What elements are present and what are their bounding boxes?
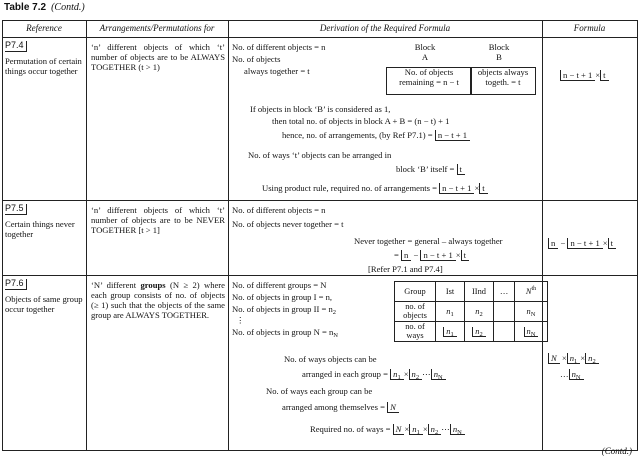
factorial-box: t	[608, 238, 616, 249]
block-b-box: objects always togeth. = t	[470, 67, 536, 95]
block-a-box: No. of objects remaining = n − t	[386, 67, 472, 95]
ref-id-p74: P7.4	[5, 41, 27, 52]
factorial-box: n − t + 1	[567, 238, 602, 249]
group-table-cell: $n_2$	[465, 322, 494, 342]
ref-id-p75: P7.5	[5, 204, 27, 215]
group-table-cell: $n_2$	[465, 302, 494, 322]
p74-line-4: If objects in block ‘B’ is considered as 1,	[250, 104, 391, 114]
p76-line-7: No. of ways each group can be	[266, 386, 373, 396]
header-formula: Formula	[573, 23, 606, 33]
factorial-box: n − t + 1	[435, 130, 470, 141]
ref-title-p74: Permutation of certain things occur together	[5, 56, 82, 77]
group-table-header: …	[494, 282, 515, 302]
p75-line-2: No. of objects never together = t	[232, 219, 344, 229]
p76-line-9: Required no. of ways = $N \times n_1 \times n_2$ ⋯ $n_N$	[310, 424, 465, 434]
col-rule-0	[2, 20, 3, 450]
group-table-cell: $n_N$	[515, 302, 548, 322]
factorial-box: n	[548, 238, 558, 249]
factorial-box: t	[479, 183, 487, 194]
col-rule-4	[637, 20, 638, 450]
block-a-header: Block A	[414, 42, 436, 63]
p75-line-1: No. of different objects = n	[232, 205, 326, 215]
factorial-box: n − t + 1	[439, 183, 474, 194]
group-table-header: Group	[395, 282, 436, 302]
group-table-cell: $n_1$	[436, 302, 465, 322]
group-table-cell: no. of ways	[395, 322, 436, 342]
formula-p75: n − n − t + 1 × t	[548, 238, 616, 248]
p76-line-1: No. of different groups = N	[232, 280, 327, 290]
group-table-cell: $n_1$	[436, 322, 465, 342]
group-table	[394, 281, 548, 342]
factorial-box: n	[401, 250, 411, 261]
p76-line-6: arranged in each group = $n_1 \times n_2$ ⋯ $n_N$	[302, 369, 446, 379]
factorial-box: N	[387, 402, 399, 413]
p74-line-3: always together = t	[244, 66, 310, 76]
p75-line-4: = n − n − t + 1 × t	[394, 250, 469, 260]
p76-line-3: No. of objects in group II = $n_2$	[232, 304, 337, 316]
arrangement-p76: ‘N’ different groups (N ≥ 2) where each group consists of no. of objects (≥ 1) such that the objects of the same group are ALWAYS TOGETHER.	[91, 280, 225, 321]
group-table-cell: no. of objects	[395, 302, 436, 322]
factorial-box: n − t + 1	[560, 70, 595, 81]
group-table-header: $N^{th}$	[515, 282, 548, 302]
group-table-cell	[494, 302, 515, 322]
p75-line-3: Never together = general – always together	[354, 236, 503, 246]
header-arrangements: Arrangements/Permutations for	[99, 23, 215, 33]
col-rule-1	[86, 20, 87, 450]
p76-line-8: arranged among themselves = N	[282, 402, 399, 412]
p75-line-5: [Refer P7.1 and P7.4]	[368, 264, 443, 274]
p74-line-9: Using product rule, required no. of arrangements = n − t + 1 × t	[262, 183, 488, 193]
group-table-cell: $n_N$	[515, 322, 548, 342]
p74-line-6: hence, no. of arrangements, (by Ref P7.1) = n − t + 1	[282, 130, 470, 140]
group-table-cell	[494, 322, 515, 342]
p74-line-5: then total no. of objects in block A + B = (n − t) + 1	[272, 116, 450, 126]
arrangement-p75: ‘n’ different objects of which ‘t’ number of objects are to be NEVER TOGETHER [t > 1]	[91, 205, 225, 236]
p74-line-8: block ‘B’ itself = t	[396, 164, 465, 174]
group-table-header: IInd	[465, 282, 494, 302]
table-caption: Table 7.2 (Contd.)	[4, 2, 85, 13]
factorial-box: t	[600, 70, 608, 81]
group-table-header: Ist	[436, 282, 465, 302]
factorial-box: t	[457, 164, 465, 175]
p76-line-2: No. of objects in group I = n,	[232, 292, 333, 302]
arrangement-p74: ‘n’ different objects of which ‘t’ number of objects are to be ALWAYS TOGETHER (t > 1)	[91, 42, 225, 73]
header-derivation: Derivation of the Required Formula	[319, 23, 451, 33]
formula-p76: $N \times n_1 \times n_2$ … $n_N$	[548, 350, 599, 383]
p74-line-7: No. of ways ‘t’ objects can be arranged in	[248, 150, 392, 160]
factorial-box: n − t + 1	[420, 250, 455, 261]
block-b-header: Block B	[488, 42, 510, 63]
formula-p74: n − t + 1 × t	[560, 70, 609, 80]
ref-title-p76: Objects of same group occur together	[5, 294, 83, 315]
col-rule-3	[542, 20, 543, 450]
footer-contd: (Contd.)	[601, 446, 632, 456]
col-rule-2	[228, 20, 229, 450]
p76-dots: ⋮	[236, 315, 245, 325]
ref-id-p76: P7.6	[5, 279, 27, 290]
p74-line-1: No. of different objects = n	[232, 42, 326, 52]
ref-title-p75: Certain things never together	[5, 219, 75, 240]
header-reference: Reference	[26, 23, 62, 33]
rule-bottom	[2, 450, 638, 451]
p76-line-4: No. of objects in group $N = n_N$	[232, 327, 338, 339]
p76-line-5: No. of ways objects can be	[284, 354, 377, 364]
factorial-box: t	[461, 250, 469, 261]
p74-line-2: No. of objects	[232, 54, 281, 64]
